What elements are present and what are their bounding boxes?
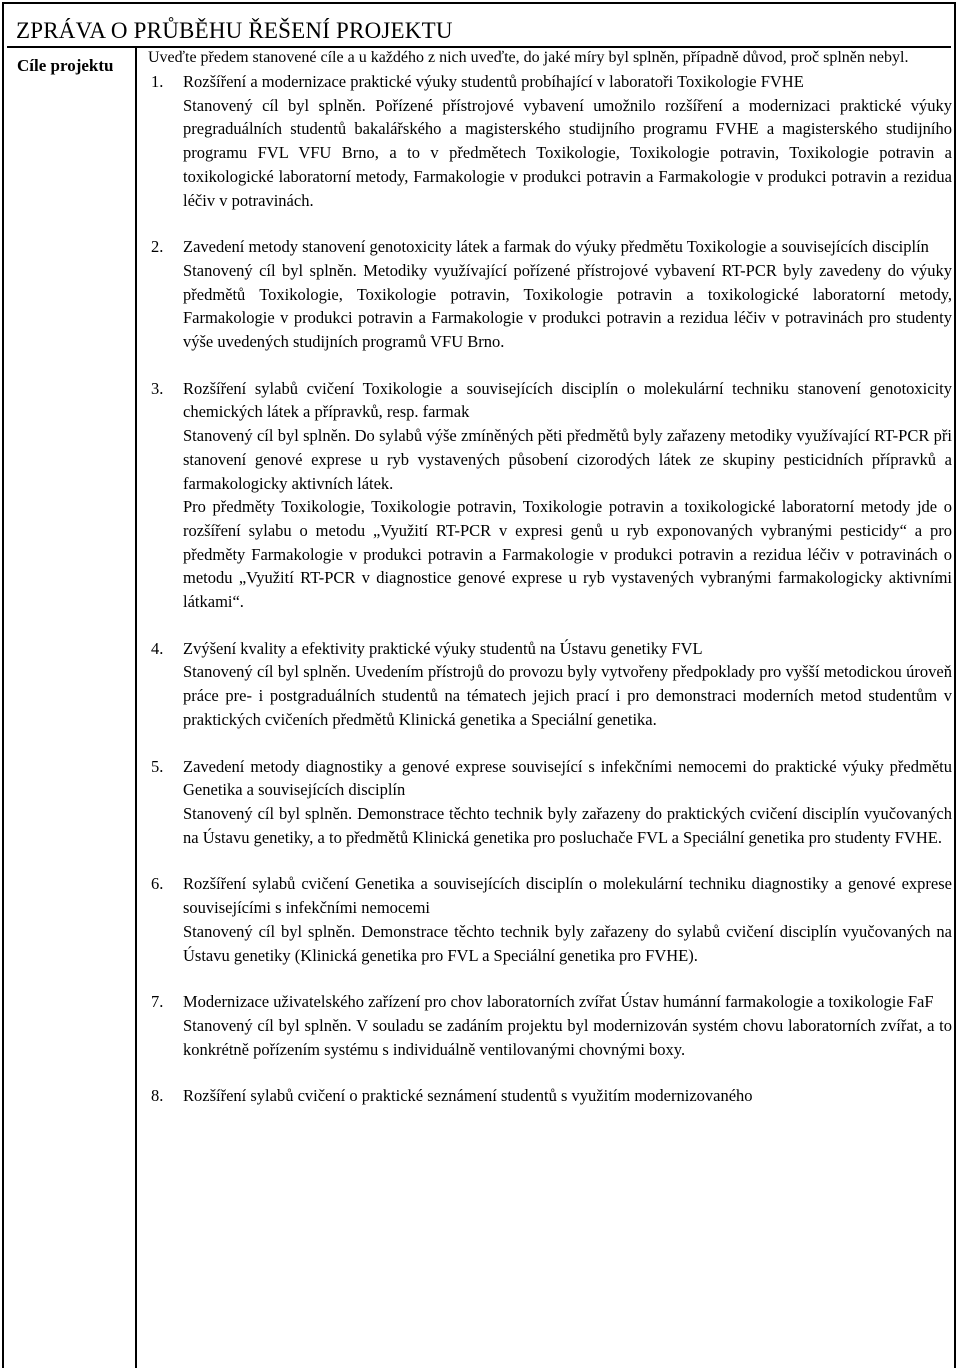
goal-status: Stanovený cíl byl splněn. [183,426,355,446]
goals-content [148,48,952,1131]
goal-status: Stanovený cíl byl splněn. [183,95,376,115]
goal-number: 7. [151,992,164,1012]
goal-title: Rozšíření sylabů cvičení Genetika a souvisejících disciplín o molekulární techniku diagnostiky a genové exprese souvisejícími s infekčními nemocemi [183,874,952,918]
goal-item [148,872,952,967]
label-column [7,48,137,1368]
goal-item [148,990,952,1061]
report-page [2,2,956,1368]
goal-item [148,235,952,354]
goal-status: Stanovený cíl byl splněn. [183,921,362,941]
goal-number: 6. [151,874,164,894]
goal-title: Zavedení metody stanovení genotoxicity látek a farmak do výuky předmětu Toxikologie a souvisejících disciplín [183,237,929,257]
goal-item [148,755,952,850]
goal-item [148,1084,952,1108]
goal-status: Stanovený cíl byl splněn. [183,1015,357,1035]
goal-number: 5. [151,756,164,776]
goal-status: Stanovený cíl byl splněn. [183,260,364,280]
goal-description: Metodiky využívající pořízené přístrojové vybavení RT-PCR byly zavedeny do výuky předmětů Toxikologie, Toxikologie potravin, Toxikologie potravin a toxikologické laboratorní metody, Farmakologie v produkci potravin a Farmakologie v produkci potravin a rezidua léčiv v potravinách pro studenty výše uvedených studijních programů VFU Brno. [183,260,952,352]
goal-description: V souladu se zadáním projektu byl modernizován systém chovu laboratorních zvířat, a to konkrétně pořízením systému s individuálně ventilovanými chovnými boxy. [183,1015,953,1059]
goal-title: Zavedení metody diagnostiky a genové exprese související s infekčními nemocemi do praktické výuky předmětu Genetika a souvisejících disciplín [183,756,952,800]
goals-list [148,70,952,1108]
goal-title: Rozšíření sylabů cvičení o praktické seznámení studentů s využitím modernizovaného [183,1086,753,1106]
goal-description: Uvedením přístrojů do provozu byly vytvořeny předpoklady pro vyšší metodickou úroveň práce pre- i postgraduálních studentů na tématech jejich prací i pro demonstraci moderních metod studentům v praktických cvičeních předmětů Klinická genetika a Speciální genetika. [183,662,952,729]
goal-number: 1. [151,72,164,91]
goal-title: Zvýšení kvality a efektivity praktické výuky studentů na Ústavu genetiky FVL [183,638,703,658]
goal-description: Demonstrace těchto technik byly zařazeny do sylabů cvičení disciplín vyučovaných na Ústavu genetiky (Klinická genetika pro FVL a Speciální genetika pro FVHE). [183,921,952,965]
goal-item [148,70,952,212]
goal-description: Do sylabů výše zmíněných pěti předmětů byly zařazeny metodiky využívající RT-PCR při stanovení genové exprese u ryb vystavených působení cizorodých látek ze skupiny pesticidních přípravků a farmakologicky aktivních látek. [183,426,952,493]
goal-description: Pořízené přístrojové vybavení umožnilo rozšíření a modernizaci praktické výuky pregraduálních studentů bakalářského a magisterského studijního programu FVHE a magisterského studijního programu FVL VFU Brno, a to v předmětech Toxikologie, Toxikologie potravin, Toxikologie potravin a toxikologické laboratorní metody, Farmakologie v produkci potravin a Farmakologie v produkci potravin a rezidua léčiv v potravinách. [183,95,952,210]
goal-title: Modernizace uživatelského zařízení pro chov laboratorních zvířat Ústav humánní farmakologie a toxikologie FaF [183,992,934,1012]
goal-extra-paragraph: Pro předměty Toxikologie, Toxikologie potravin, Toxikologie potravin a toxikologické laboratorní metody jde o rozšíření sylabu o metodu „Využití RT-PCR v expresi genů u ryb exponovaných vybranými pesticidy“ a pro předměty Farmakologie v produkci potravin a Farmakologie v produkci potravin a rezidua léčiv v potravinách o metodu „Využití RT-PCR v diagnostice genové exprese u ryb vystavených vybranými farmakologicky aktivními látkami“. [183,497,952,612]
report-title: ZPRÁVA O PRŮBĚHU ŘEŠENÍ PROJEKTU [16,18,453,43]
goal-number: 2. [151,237,164,257]
section-label: Cíle projektu [17,56,114,75]
goal-number: 3. [151,378,164,398]
goal-title: Rozšíření a modernizace praktické výuky studentů probíhající v laboratoři Toxikologie FVHE [183,72,804,91]
goal-number: 4. [151,638,164,658]
goal-status: Stanovený cíl byl splněn. [183,662,355,682]
instructions-text: Uveďte předem stanovené cíle a u každého z nich uveďte, do jaké míry byl splněn, případně důvod, proč splněn nebyl. [148,49,909,66]
goal-item [148,637,952,732]
goal-title: Rozšíření sylabů cvičení Toxikologie a souvisejících disciplín o molekulární techniku stanovení genotoxicity chemických látek a přípravků, resp. farmak [183,378,952,422]
goal-description: Demonstrace těchto technik byly zařazeny do praktických cvičení disciplín vyučovaných na Ústavu genetiky, a to předmětů Klinická genetika pro posluchače FVL a Speciální genetika pro studenty FVHE. [183,803,952,847]
goal-status: Stanovený cíl byl splněn. [183,803,358,823]
goal-item [148,377,952,614]
goal-number: 8. [151,1086,164,1106]
